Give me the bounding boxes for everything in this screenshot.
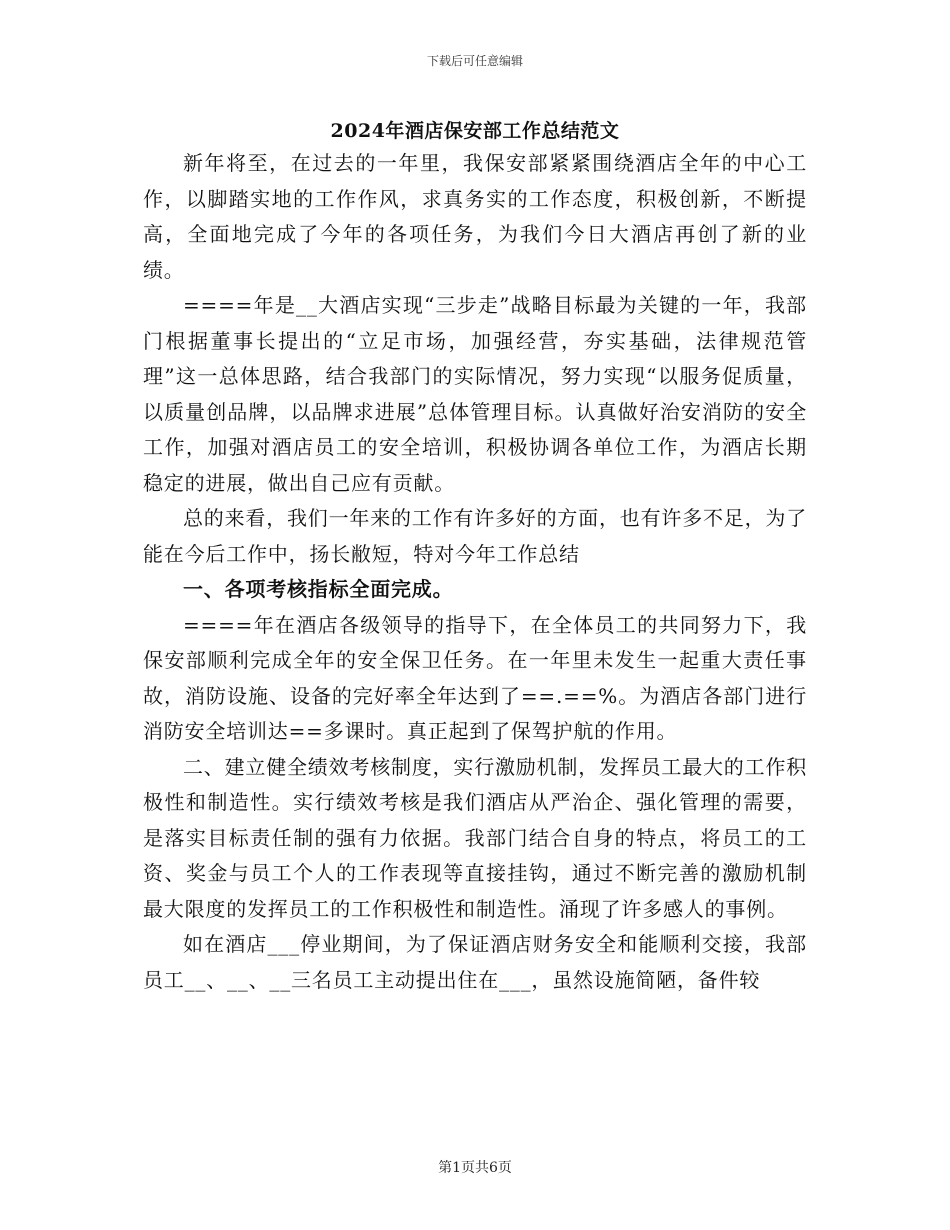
- section-heading-1: 一、各项考核指标全面完成。: [183, 577, 454, 601]
- paragraph-indicators: ====年在酒店各级领导的指导下，在全体员工的共同努力下，我保安部顺利完成全年的安全保卫任务。在一年里未发生一起重大责任事故，消防设施、设备的完好率全年达到了==.==%。为酒店各部门进行消防安全培训达==多课时。真正起到了保驾护航的作用。: [143, 612, 807, 743]
- document-body: [143, 146, 807, 998]
- paragraph-summary: 总的来看，我们一年来的工作有许多好的方面，也有许多不足，为了能在今后工作中，扬长敝短，特对今年工作总结: [143, 506, 807, 566]
- paragraph-strategy: ====年是__大酒店实现“三步走”战略目标最为关键的一年，我部门根据董事长提出的“立足市场，加强经营，夯实基础，法律规范管理”这一总体思路，结合我部门的实际情况，努力实现“以服务促质量，以质量创品牌，以品牌求进展”总体管理目标。认真做好治安消防的安全工作，加强对酒店员工的安全培训，积极协调各单位工作，为酒店长期稳定的进展，做出自己应有贡献。: [143, 293, 807, 495]
- page-number: 第1页共6页: [438, 1160, 512, 1176]
- document-title: 2024年酒店保安部工作总结范文: [330, 120, 620, 142]
- page-header-note: 下载后可任意编辑: [426, 54, 523, 68]
- paragraph-intro: 新年将至，在过去的一年里，我保安部紧紧围绕酒店全年的中心工作，以脚踏实地的工作作风，求真务实的工作态度，积极创新，不断提高，全面地完成了今年的各项任务，为我们今日大酒店再创了新的业绩。: [143, 151, 807, 282]
- paragraph-performance: 二、建立健全绩效考核制度，实行激励机制，发挥员工最大的工作积极性和制造性。实行绩效考核是我们酒店从严治企、强化管理的需要，是落实目标责任制的强有力依据。我部门结合自身的特点，将员工的工资、奖金与员工个人的工作表现等直接挂钩，通过不断完善的激励机制最大限度的发挥员工的工作积极性和制造性。涌现了许多感人的事例。: [143, 754, 807, 921]
- paragraph-example: 如在酒店___停业期间，为了保证酒店财务安全和能顺利交接，我部员工__、__、__三名员工主动提出住在___，虽然设施简陋，备件较: [143, 932, 807, 992]
